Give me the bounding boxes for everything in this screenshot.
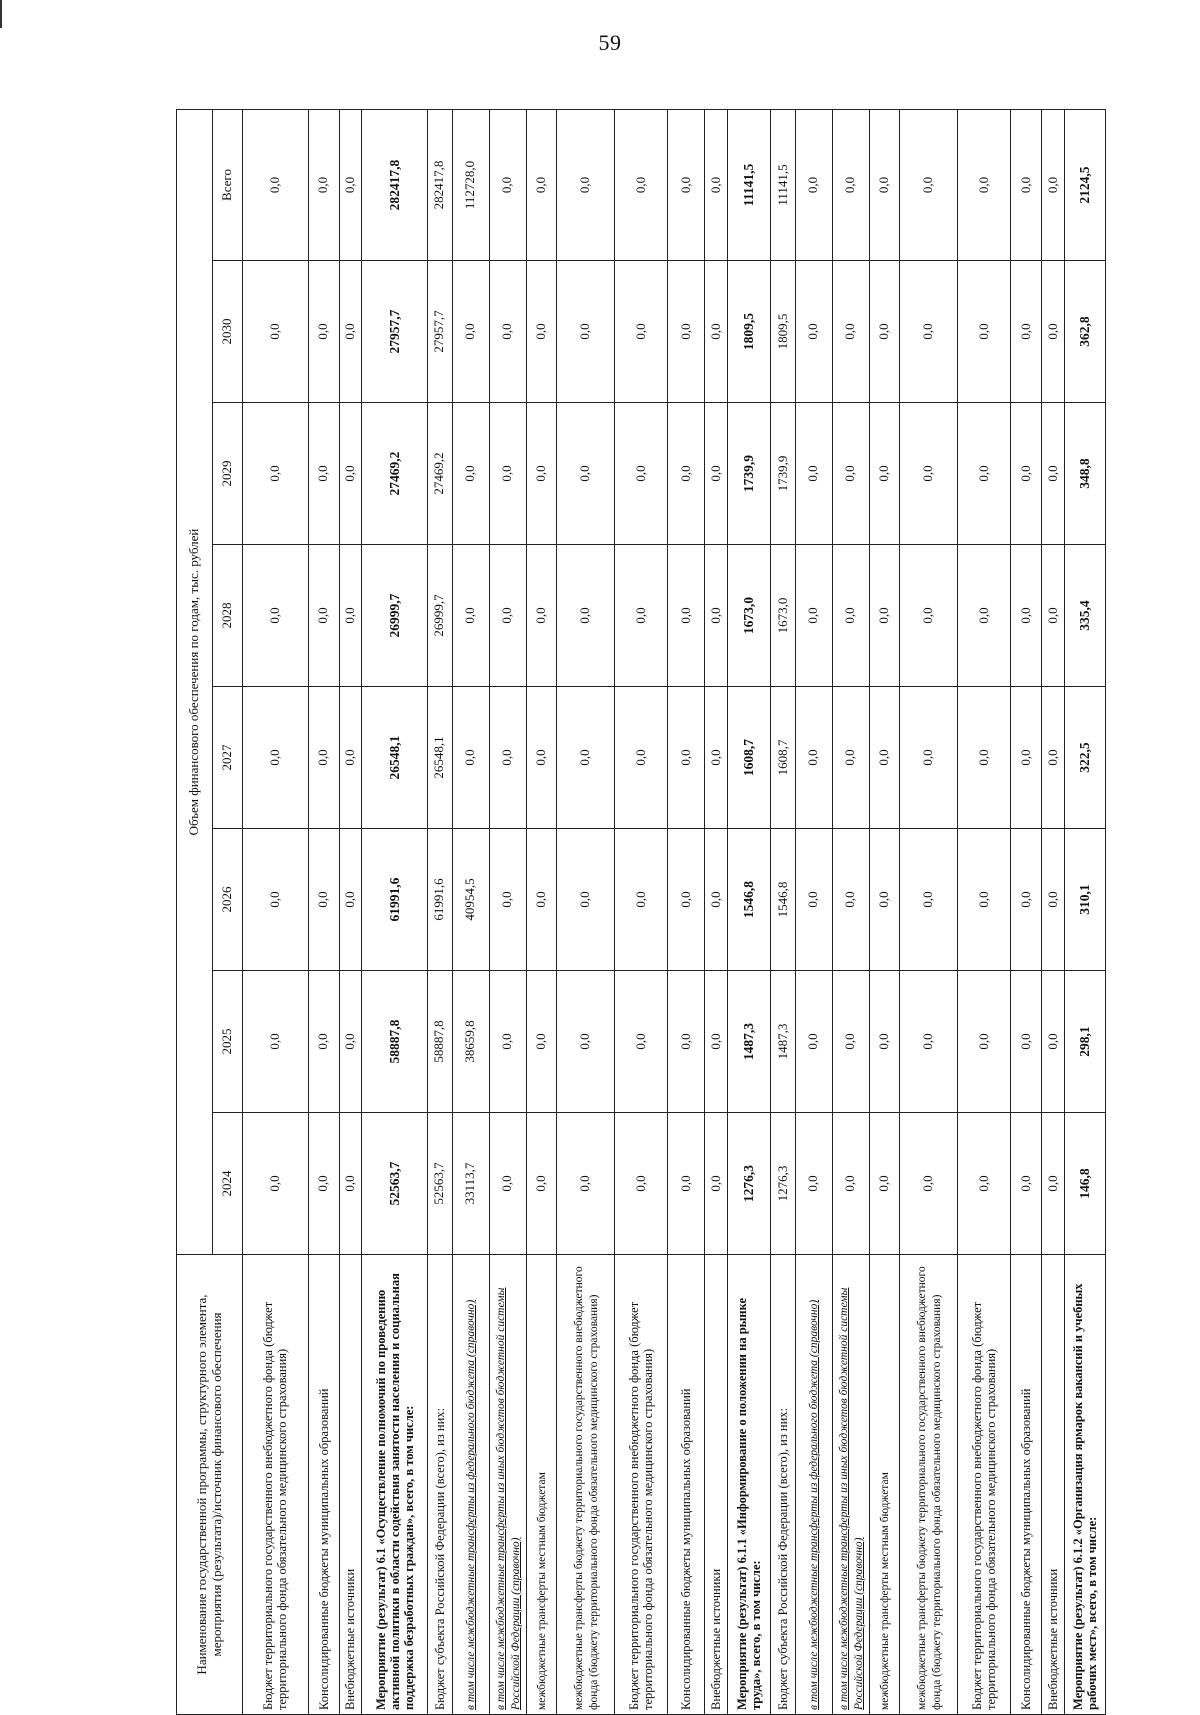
cell-value: 0,0 xyxy=(557,971,615,1113)
cell-value: 0,0 xyxy=(832,829,869,971)
cell-value: 0,0 xyxy=(900,545,958,687)
cell-total: 0,0 xyxy=(339,109,362,260)
cell-value: 0,0 xyxy=(1042,261,1065,403)
cell-value: 0,0 xyxy=(832,545,869,687)
cell-value: 0,0 xyxy=(900,829,958,971)
cell-total: 0,0 xyxy=(1011,109,1042,260)
cell-value: 0,0 xyxy=(900,687,958,829)
cell-value: 0,0 xyxy=(557,687,615,829)
cell-value: 0,0 xyxy=(489,403,526,545)
table-row xyxy=(243,109,309,1714)
cell-total: 0,0 xyxy=(557,109,615,260)
cell-value: 0,0 xyxy=(526,1113,557,1255)
cell-value: 0,0 xyxy=(339,829,362,971)
cell-value: 0,0 xyxy=(526,971,557,1113)
cell-value: 0,0 xyxy=(614,971,667,1113)
cell-value: 0,0 xyxy=(900,261,958,403)
cell-value: 298,1 xyxy=(1064,971,1105,1113)
cell-total: 11141,5 xyxy=(727,109,770,260)
cell-value: 1276,3 xyxy=(727,1113,770,1255)
cell-total: 0,0 xyxy=(795,109,832,260)
header-year: 2029 xyxy=(213,403,243,545)
table-row xyxy=(900,109,958,1714)
cell-value: 0,0 xyxy=(1011,971,1042,1113)
table-row xyxy=(489,109,526,1714)
header-year: 2028 xyxy=(213,545,243,687)
cell-value: 0,0 xyxy=(452,687,489,829)
cell-total: 11141,5 xyxy=(771,109,796,260)
row-label xyxy=(243,1255,309,1715)
cell-value: 1608,7 xyxy=(727,687,770,829)
cell-value: 0,0 xyxy=(614,261,667,403)
cell-value: 1276,3 xyxy=(771,1113,796,1255)
row-label xyxy=(557,1255,615,1715)
header-total: Всего xyxy=(213,109,243,260)
cell-value: 0,0 xyxy=(614,545,667,687)
row-label xyxy=(957,1255,1010,1715)
row-label xyxy=(832,1255,869,1715)
cell-value: 0,0 xyxy=(339,971,362,1113)
cell-value: 0,0 xyxy=(339,687,362,829)
cell-value: 335,4 xyxy=(1064,545,1105,687)
cell-value: 0,0 xyxy=(900,971,958,1113)
cell-value: 0,0 xyxy=(1042,545,1065,687)
cell-value: 38659,8 xyxy=(452,971,489,1113)
row-label-text: в том числе межбюджетные трансферты из иных бюджетов бюджетной системы Российской Федерации (справочно) xyxy=(837,1287,865,1710)
cell-value: 0,0 xyxy=(869,403,900,545)
row-label xyxy=(900,1255,958,1715)
table-row xyxy=(339,109,362,1714)
table-row xyxy=(1042,109,1065,1714)
cell-value: 0,0 xyxy=(1011,687,1042,829)
cell-value: 33113,7 xyxy=(452,1113,489,1255)
row-label xyxy=(362,1255,428,1715)
cell-value: 0,0 xyxy=(489,687,526,829)
table-row xyxy=(362,109,428,1714)
cell-value: 1487,3 xyxy=(727,971,770,1113)
cell-value: 26999,7 xyxy=(427,545,452,687)
row-label xyxy=(427,1255,452,1715)
row-label xyxy=(668,1255,705,1715)
row-label xyxy=(705,1255,728,1715)
cell-value: 0,0 xyxy=(705,545,728,687)
row-label xyxy=(1064,1255,1105,1715)
cell-value: 0,0 xyxy=(614,687,667,829)
cell-value: 0,0 xyxy=(243,545,309,687)
row-label xyxy=(452,1255,489,1715)
table-row xyxy=(668,109,705,1714)
cell-value: 0,0 xyxy=(452,545,489,687)
cell-value: 0,0 xyxy=(832,687,869,829)
cell-value: 61991,6 xyxy=(427,829,452,971)
cell-value: 27957,7 xyxy=(427,261,452,403)
table-row xyxy=(557,109,615,1714)
cell-value: 0,0 xyxy=(614,829,667,971)
row-label-text: Внебюджетные источники xyxy=(343,1568,358,1710)
cell-value: 0,0 xyxy=(339,545,362,687)
cell-value: 0,0 xyxy=(900,403,958,545)
cell-total: 2124,5 xyxy=(1064,109,1105,260)
row-label-text: в том числе межбюджетные трансферты из федерального бюджета (справочно) xyxy=(465,1299,478,1710)
cell-value: 1487,3 xyxy=(771,971,796,1113)
cell-total: 282417,8 xyxy=(362,109,428,260)
table-body xyxy=(243,109,1106,1714)
cell-value: 0,0 xyxy=(869,1113,900,1255)
header-year: 2024 xyxy=(213,1113,243,1255)
row-label xyxy=(869,1255,900,1715)
cell-total: 0,0 xyxy=(526,109,557,260)
table-row xyxy=(452,109,489,1714)
cell-value: 0,0 xyxy=(1011,403,1042,545)
cell-total: 282417,8 xyxy=(427,109,452,260)
cell-value: 0,0 xyxy=(614,1113,667,1255)
cell-value: 322,5 xyxy=(1064,687,1105,829)
cell-value: 0,0 xyxy=(308,261,339,403)
cell-value: 146,8 xyxy=(1064,1113,1105,1255)
table-row xyxy=(795,109,832,1714)
cell-value: 1608,7 xyxy=(771,687,796,829)
cell-total: 0,0 xyxy=(832,109,869,260)
cell-value: 0,0 xyxy=(614,403,667,545)
cell-value: 0,0 xyxy=(705,1113,728,1255)
cell-value: 0,0 xyxy=(832,1113,869,1255)
header-year: 2025 xyxy=(213,971,243,1113)
row-label-text: межбюджетные трансферты бюджету территориального государственного внебюджетного фонда (бюджету территориального фонда обязательного медицинского страхования) xyxy=(572,1266,600,1710)
cell-value: 0,0 xyxy=(705,261,728,403)
cell-value: 0,0 xyxy=(869,971,900,1113)
cell-value: 0,0 xyxy=(668,261,705,403)
cell-value: 0,0 xyxy=(243,971,309,1113)
cell-value: 0,0 xyxy=(900,1113,958,1255)
cell-value: 0,0 xyxy=(832,261,869,403)
row-label-text: Бюджет территориального государственного внебюджетного фонда (бюджет территориального фонда обязательного медицинского страхования) xyxy=(261,1301,290,1710)
cell-value: 26999,7 xyxy=(362,545,428,687)
header-year: 2030 xyxy=(213,261,243,403)
row-label-text: Бюджет субъекта Российской Федерации (всего), из них: xyxy=(432,1407,447,1710)
cell-value: 1809,5 xyxy=(727,261,770,403)
row-label-text: межбюджетные трансферты местным бюджетам xyxy=(879,1472,892,1710)
row-label xyxy=(526,1255,557,1715)
cell-value: 0,0 xyxy=(452,403,489,545)
cell-value: 0,0 xyxy=(705,403,728,545)
cell-value: 0,0 xyxy=(832,403,869,545)
cell-value: 0,0 xyxy=(957,971,1010,1113)
row-label-text: Консолидированные бюджеты муниципальных образований xyxy=(679,1388,694,1710)
cell-total: 0,0 xyxy=(614,109,667,260)
cell-value: 0,0 xyxy=(1042,687,1065,829)
row-label xyxy=(308,1255,339,1715)
cell-value: 0,0 xyxy=(668,687,705,829)
row-label xyxy=(795,1255,832,1715)
cell-value: 40954,5 xyxy=(452,829,489,971)
cell-value: 0,0 xyxy=(957,545,1010,687)
cell-value: 0,0 xyxy=(1042,1113,1065,1255)
cell-value: 0,0 xyxy=(489,829,526,971)
table-row xyxy=(705,109,728,1714)
cell-value: 0,0 xyxy=(795,687,832,829)
cell-value: 0,0 xyxy=(1011,829,1042,971)
header-year: 2027 xyxy=(213,687,243,829)
cell-value: 0,0 xyxy=(668,971,705,1113)
cell-value: 0,0 xyxy=(308,829,339,971)
cell-value: 61991,6 xyxy=(362,829,428,971)
row-label-text: Консолидированные бюджеты муниципальных образований xyxy=(316,1388,331,1710)
cell-value: 1739,9 xyxy=(727,403,770,545)
cell-value: 0,0 xyxy=(957,1113,1010,1255)
table-row xyxy=(727,109,770,1714)
cell-value: 0,0 xyxy=(1011,261,1042,403)
cell-value: 0,0 xyxy=(1042,971,1065,1113)
row-label-text: межбюджетные трансферты местным бюджетам xyxy=(536,1472,548,1710)
row-label xyxy=(1011,1255,1042,1715)
cell-value: 1546,8 xyxy=(771,829,796,971)
header-name-column: Наименование государственной программы, структурного элемента, мероприятия (результата)/источник финансового обеспечения xyxy=(177,1255,243,1715)
row-label xyxy=(771,1255,796,1715)
cell-value: 0,0 xyxy=(957,687,1010,829)
cell-value: 0,0 xyxy=(668,829,705,971)
cell-value: 26548,1 xyxy=(362,687,428,829)
cell-value: 0,0 xyxy=(526,687,557,829)
cell-value: 0,0 xyxy=(526,545,557,687)
cell-value: 0,0 xyxy=(557,1113,615,1255)
row-label-text: Мероприятие (результат) 6.1.1 «Информирование о положении на рынке труда», всего, в том числе: xyxy=(734,1297,763,1710)
cell-value: 0,0 xyxy=(832,971,869,1113)
row-label-text: межбюджетные трансферты бюджету территориального государственного внебюджетного фонда (бюджету территориального фонда обязательного медицинского страхования) xyxy=(915,1266,943,1710)
cell-value: 0,0 xyxy=(1011,545,1042,687)
cell-value: 310,1 xyxy=(1064,829,1105,971)
cell-value: 1673,0 xyxy=(771,545,796,687)
row-label-text: Внебюджетные источники xyxy=(1046,1568,1061,1710)
page-number: 59 xyxy=(598,30,622,55)
cell-value: 0,0 xyxy=(339,403,362,545)
cell-value: 0,0 xyxy=(668,403,705,545)
cell-value: 0,0 xyxy=(705,971,728,1113)
cell-value: 52563,7 xyxy=(427,1113,452,1255)
cell-value: 0,0 xyxy=(795,1113,832,1255)
cell-total: 0,0 xyxy=(489,109,526,260)
cell-value: 0,0 xyxy=(526,829,557,971)
row-label xyxy=(727,1255,770,1715)
cell-total: 0,0 xyxy=(668,109,705,260)
row-label-text: Бюджет субъекта Российской Федерации (всего), из них: xyxy=(775,1407,790,1710)
cell-value: 0,0 xyxy=(705,829,728,971)
row-label-text: в том числе межбюджетные трансферты из иных бюджетов бюджетной системы Российской Федерации (справочно) xyxy=(494,1287,522,1710)
cell-total: 0,0 xyxy=(308,109,339,260)
cell-value: 26548,1 xyxy=(427,687,452,829)
cell-value: 0,0 xyxy=(339,1113,362,1255)
cell-value: 27469,2 xyxy=(362,403,428,545)
table-row xyxy=(526,109,557,1714)
cell-value: 0,0 xyxy=(308,1113,339,1255)
row-label xyxy=(339,1255,362,1715)
cell-value: 58887,8 xyxy=(362,971,428,1113)
cell-value: 348,8 xyxy=(1064,403,1105,545)
table-row xyxy=(308,109,339,1714)
cell-value: 0,0 xyxy=(1042,403,1065,545)
financing-table xyxy=(176,109,1106,1715)
cell-value: 0,0 xyxy=(795,971,832,1113)
cell-value: 0,0 xyxy=(557,403,615,545)
cell-value: 27469,2 xyxy=(427,403,452,545)
cell-value: 0,0 xyxy=(489,545,526,687)
cell-value: 0,0 xyxy=(869,829,900,971)
cell-value: 0,0 xyxy=(308,403,339,545)
cell-value: 0,0 xyxy=(489,1113,526,1255)
cell-value: 52563,7 xyxy=(362,1113,428,1255)
row-label-text: Мероприятие (результат) 6.1.2 «Организация ярмарок вакансий и учебных рабочих мест», всего, в том числе: xyxy=(1070,1283,1099,1710)
cell-value: 0,0 xyxy=(795,545,832,687)
cell-value: 1673,0 xyxy=(727,545,770,687)
table-row xyxy=(771,109,796,1714)
cell-value: 0,0 xyxy=(1042,829,1065,971)
rotated-table-wrapper xyxy=(176,110,1106,1715)
cell-value: 0,0 xyxy=(243,687,309,829)
cell-value: 0,0 xyxy=(869,545,900,687)
cell-value: 0,0 xyxy=(957,829,1010,971)
row-label xyxy=(489,1255,526,1715)
cell-value: 0,0 xyxy=(489,261,526,403)
cell-total: 0,0 xyxy=(1042,109,1065,260)
cell-total: 0,0 xyxy=(243,109,309,260)
cell-value: 0,0 xyxy=(557,261,615,403)
cell-value: 0,0 xyxy=(957,261,1010,403)
row-label-text: Консолидированные бюджеты муниципальных образований xyxy=(1019,1388,1034,1710)
cell-value: 0,0 xyxy=(557,829,615,971)
cell-value: 0,0 xyxy=(308,687,339,829)
table-row xyxy=(957,109,1010,1714)
cell-value: 1546,8 xyxy=(727,829,770,971)
cell-value: 0,0 xyxy=(243,261,309,403)
cell-value: 0,0 xyxy=(526,403,557,545)
row-label-text: Бюджет территориального государственного внебюджетного фонда (бюджет территориального фонда обязательного медицинского страхования) xyxy=(970,1301,999,1710)
cell-value: 0,0 xyxy=(243,1113,309,1255)
cell-value: 1809,5 xyxy=(771,261,796,403)
cell-value: 0,0 xyxy=(795,261,832,403)
cell-value: 0,0 xyxy=(668,545,705,687)
cell-value: 0,0 xyxy=(452,261,489,403)
cell-value: 0,0 xyxy=(1011,1113,1042,1255)
table-row xyxy=(1011,109,1042,1714)
scan-edge-mark xyxy=(0,0,2,28)
table-row xyxy=(614,109,667,1714)
row-label xyxy=(1042,1255,1065,1715)
row-label-text: Мероприятие (результат) 6.1 «Осуществление полномочий по проведению активной политики в области содействия занятости населения и социальная поддержка безработных граждан», всего, в том числе: xyxy=(373,1273,416,1710)
cell-value: 0,0 xyxy=(526,261,557,403)
cell-value: 0,0 xyxy=(339,261,362,403)
cell-value: 0,0 xyxy=(869,261,900,403)
cell-total: 0,0 xyxy=(705,109,728,260)
table-row xyxy=(427,109,452,1714)
row-label-text: Бюджет территориального государственного внебюджетного фонда (бюджет территориального фонда обязательного медицинского страхования) xyxy=(627,1301,656,1710)
cell-value: 0,0 xyxy=(489,971,526,1113)
cell-value: 1739,9 xyxy=(771,403,796,545)
cell-value: 0,0 xyxy=(243,829,309,971)
table-row xyxy=(869,109,900,1714)
cell-value: 27957,7 xyxy=(362,261,428,403)
table-row xyxy=(1064,109,1105,1714)
cell-value: 0,0 xyxy=(795,403,832,545)
cell-value: 362,8 xyxy=(1064,261,1105,403)
row-label-text: Внебюджетные источники xyxy=(709,1568,724,1710)
table-row xyxy=(832,109,869,1714)
cell-value: 0,0 xyxy=(795,829,832,971)
cell-total: 112728,0 xyxy=(452,109,489,260)
cell-value: 0,0 xyxy=(308,971,339,1113)
cell-value: 58887,8 xyxy=(427,971,452,1113)
cell-total: 0,0 xyxy=(900,109,958,260)
cell-value: 0,0 xyxy=(869,687,900,829)
header-year: 2026 xyxy=(213,829,243,971)
cell-value: 0,0 xyxy=(243,403,309,545)
cell-value: 0,0 xyxy=(957,403,1010,545)
cell-value: 0,0 xyxy=(705,687,728,829)
cell-value: 0,0 xyxy=(668,1113,705,1255)
cell-value: 0,0 xyxy=(557,545,615,687)
row-label-text: в том числе межбюджетные трансферты из федерального бюджета (справочно) xyxy=(808,1299,821,1710)
cell-total: 0,0 xyxy=(869,109,900,260)
row-label xyxy=(614,1255,667,1715)
cell-total: 0,0 xyxy=(957,109,1010,260)
header-financing-group: Объем финансового обеспечения по годам, тыс. рублей xyxy=(177,109,213,1254)
cell-value: 0,0 xyxy=(308,545,339,687)
